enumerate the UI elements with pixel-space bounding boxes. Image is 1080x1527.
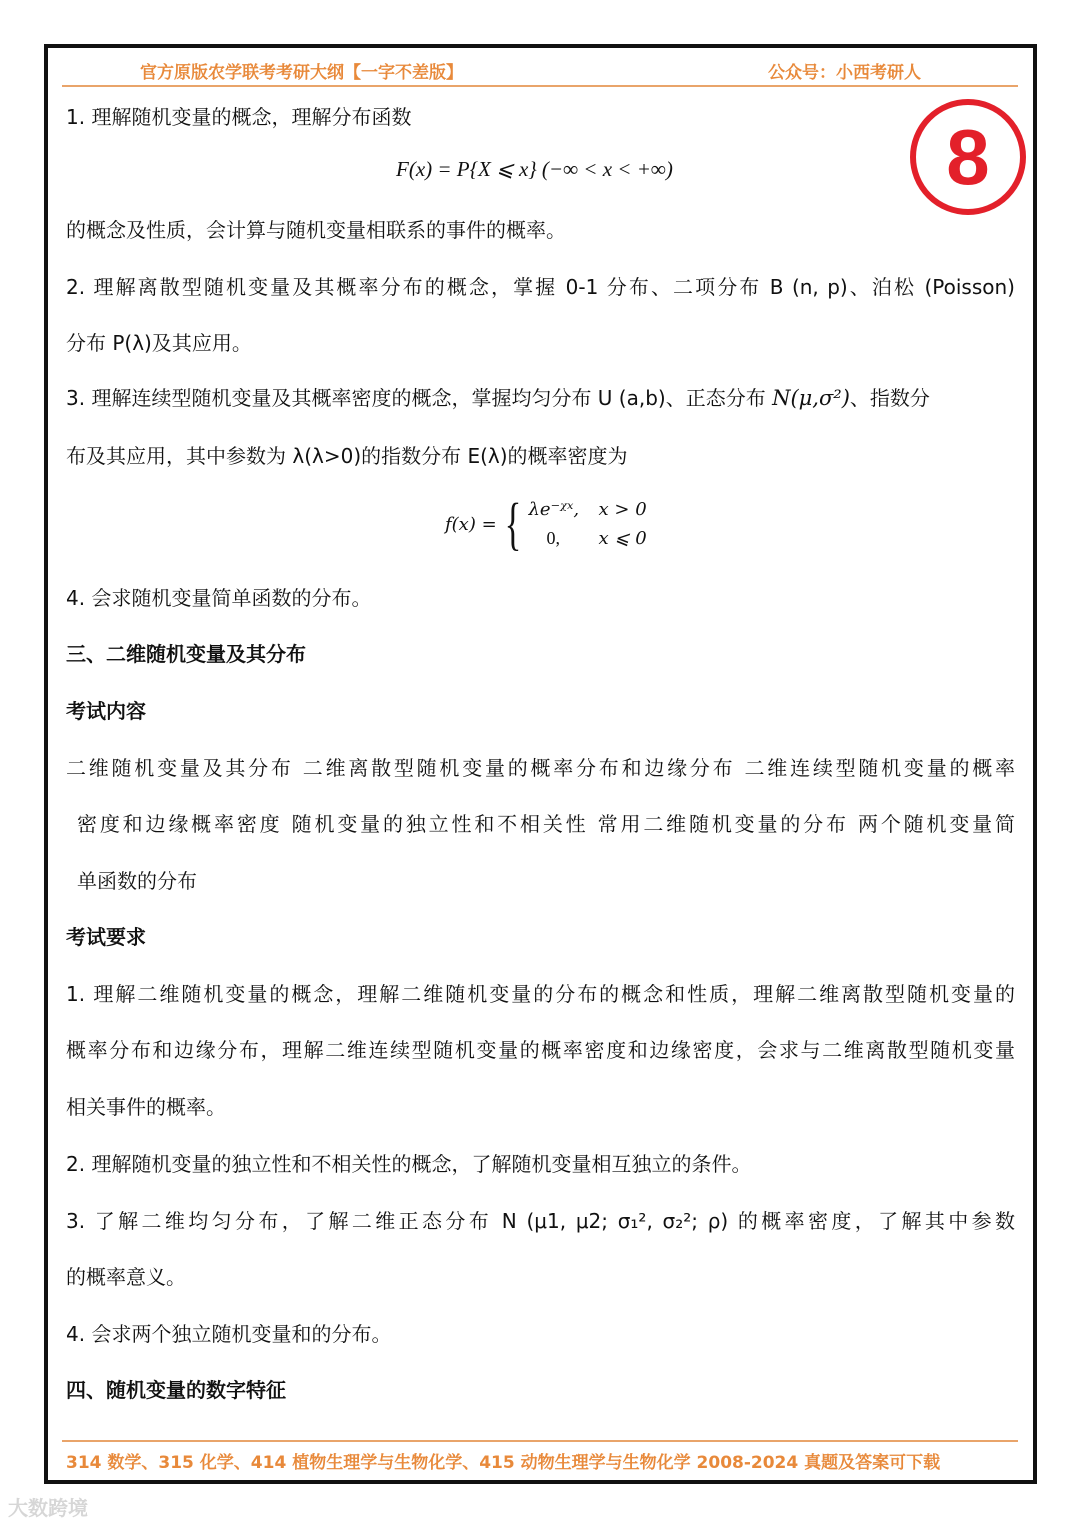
case1-value: λe⁻ᵡˣ, — [528, 499, 580, 520]
footer-text: 314 数学、315 化学、414 植物生理学与生物化学、415 动物生理学与生物化学 2008-2024 真题及答案可下载 — [66, 1453, 941, 1473]
case2-condition: x ⩽ 0 — [598, 528, 647, 549]
watermark: 大数跨境 — [8, 1496, 88, 1520]
text-line: 4. 会求随机变量简单函数的分布。 — [66, 586, 372, 610]
text-line: 的概率意义。 — [66, 1265, 186, 1289]
normal-distribution-formula: N(μ,σ²) — [772, 386, 850, 410]
text-line: 2. 理解随机变量的独立性和不相关性的概念，了解随机变量相互独立的条件。 — [66, 1152, 752, 1176]
brace: { — [504, 491, 521, 556]
section-heading: 三、二维随机变量及其分布 — [66, 642, 306, 666]
text-line: 分布 P(λ)及其应用。 — [66, 331, 252, 355]
header-divider — [62, 85, 1018, 87]
text-segment: 、指数分 — [849, 386, 930, 410]
text-segment: 3. 理解连续型随机变量及其概率密度的概念，掌握均匀分布 U (a,b)、正态分布 — [66, 386, 766, 410]
text-line — [66, 385, 1015, 411]
text-line: 1. 理解随机变量的概念，理解分布函数 — [66, 105, 412, 129]
footer-divider — [62, 1440, 1018, 1442]
text-line: 1. 理解二维随机变量的概念，理解二维随机变量的分布的概念和性质，理解二维离散型随机变量的 — [66, 982, 1015, 1006]
section-heading: 四、随机变量的数字特征 — [66, 1378, 286, 1402]
subheading: 考试要求 — [66, 925, 146, 949]
text-line: 布及其应用，其中参数为 λ(λ>0)的指数分布 E(λ)的概率密度为 — [66, 444, 628, 468]
text-line: 概率分布和边缘分布，理解二维连续型随机变量的概率密度和边缘密度，会求与二维离散型随机变量 — [66, 1038, 1015, 1062]
text-line: 二维随机变量及其分布 二维离散型随机变量的概率分布和边缘分布 二维连续型随机变量的概率 — [66, 756, 1015, 780]
header-account: 公众号：小西考研人 — [768, 63, 921, 83]
distribution-function-formula: F(x) = P{X ⩽ x} (−∞ < x < +∞) — [396, 157, 673, 181]
text-line: 2. 理解离散型随机变量及其概率分布的概念，掌握 0-1 分布、二项分布 B (n, p)、泊松 (Poisson) — [66, 275, 1015, 299]
page-number-stamp: 8 — [910, 99, 1026, 215]
exponential-density-formula — [445, 491, 659, 556]
text-line: 4. 会求两个独立随机变量和的分布。 — [66, 1322, 392, 1346]
text-line: 的概念及性质，会计算与随机变量相联系的事件的概率。 — [66, 218, 566, 242]
formula-lhs: f(x) = — [445, 513, 497, 535]
case1-condition: x > 0 — [598, 499, 647, 520]
text-line: 3. 了解二维均匀分布，了解二维正态分布 N (μ1, μ2; σ₁², σ₂²; ρ) 的概率密度，了解其中参数 — [66, 1209, 1015, 1233]
header-title: 官方原版农学联考考研大纲【一字不差版】 — [140, 63, 463, 83]
text-line: 单函数的分布 — [77, 869, 197, 893]
case2-value: 0, — [546, 528, 561, 548]
subheading: 考试内容 — [66, 699, 146, 723]
text-line: 相关事件的概率。 — [66, 1095, 226, 1119]
text-line: 密度和边缘概率密度 随机变量的独立性和不相关性 常用二维随机变量的分布 两个随机变量简 — [77, 812, 1015, 836]
